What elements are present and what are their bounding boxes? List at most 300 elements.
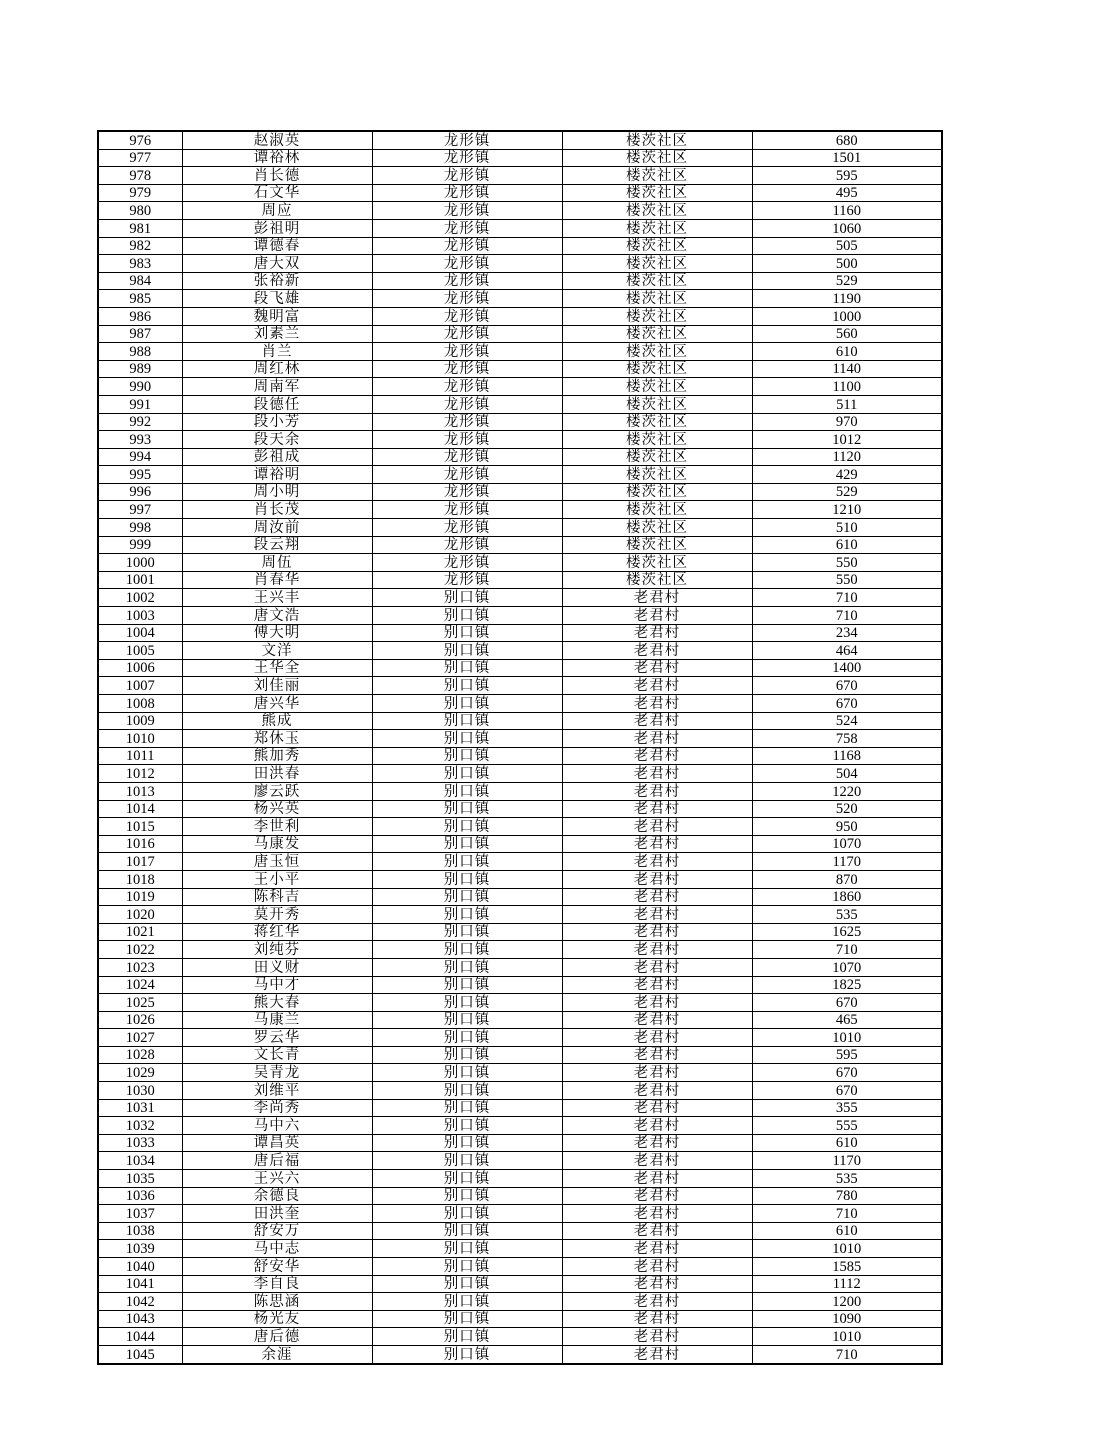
table-row: [98, 431, 942, 449]
amount-cell: 610: [752, 1134, 942, 1152]
name-cell: 王华全: [182, 659, 372, 677]
amount-cell: 1220: [752, 782, 942, 800]
town-cell: 别口镇: [372, 888, 562, 906]
village-cell: 老君村: [562, 624, 752, 642]
town-cell: 龙形镇: [372, 255, 562, 273]
name-cell: 马康兰: [182, 1011, 372, 1029]
name-cell: 段飞雄: [182, 290, 372, 308]
town-cell: 别口镇: [372, 1029, 562, 1047]
amount-cell: 950: [752, 818, 942, 836]
name-cell: 马中志: [182, 1240, 372, 1258]
village-cell: 老君村: [562, 1082, 752, 1100]
table-row: [98, 800, 942, 818]
table-row: [98, 941, 942, 959]
amount-cell: 1585: [752, 1258, 942, 1276]
town-cell: 别口镇: [372, 1345, 562, 1363]
name-cell: 谭裕林: [182, 149, 372, 167]
town-cell: 别口镇: [372, 712, 562, 730]
town-cell: 别口镇: [372, 941, 562, 959]
table-row: [98, 149, 942, 167]
town-cell: 别口镇: [372, 1134, 562, 1152]
table-row: [98, 395, 942, 413]
row-number-cell: 1040: [98, 1258, 182, 1276]
row-number-cell: 1004: [98, 624, 182, 642]
town-cell: 龙形镇: [372, 202, 562, 220]
name-cell: 莫开秀: [182, 906, 372, 924]
town-cell: 龙形镇: [372, 413, 562, 431]
name-cell: 周南军: [182, 378, 372, 396]
amount-cell: 1070: [752, 835, 942, 853]
village-cell: 老君村: [562, 1134, 752, 1152]
amount-cell: 1070: [752, 958, 942, 976]
table-row: [98, 1293, 942, 1311]
name-cell: 田洪奎: [182, 1205, 372, 1223]
village-cell: 老君村: [562, 1011, 752, 1029]
row-number-cell: 984: [98, 272, 182, 290]
table-row: [98, 818, 942, 836]
table-row: [98, 730, 942, 748]
row-number-cell: 1012: [98, 765, 182, 783]
amount-cell: 1010: [752, 1328, 942, 1346]
name-cell: 廖云跃: [182, 782, 372, 800]
table-row: [98, 765, 942, 783]
row-number-cell: 988: [98, 343, 182, 361]
name-cell: 文长青: [182, 1046, 372, 1064]
row-number-cell: 1034: [98, 1152, 182, 1170]
table-row: [98, 237, 942, 255]
row-number-cell: 1035: [98, 1170, 182, 1188]
town-cell: 龙形镇: [372, 131, 562, 149]
village-cell: 楼茨社区: [562, 431, 752, 449]
town-cell: 别口镇: [372, 1293, 562, 1311]
town-cell: 别口镇: [372, 589, 562, 607]
village-cell: 老君村: [562, 1205, 752, 1223]
row-number-cell: 987: [98, 325, 182, 343]
amount-cell: 1400: [752, 659, 942, 677]
row-number-cell: 1003: [98, 607, 182, 625]
town-cell: 别口镇: [372, 800, 562, 818]
table-row: [98, 378, 942, 396]
row-number-cell: 1019: [98, 888, 182, 906]
row-number-cell: 1027: [98, 1029, 182, 1047]
village-cell: 楼茨社区: [562, 219, 752, 237]
town-cell: 别口镇: [372, 1205, 562, 1223]
town-cell: 龙形镇: [372, 237, 562, 255]
village-cell: 老君村: [562, 1310, 752, 1328]
amount-cell: 970: [752, 413, 942, 431]
table-row: [98, 659, 942, 677]
name-cell: 肖长茂: [182, 501, 372, 519]
amount-cell: 670: [752, 695, 942, 713]
name-cell: 王兴丰: [182, 589, 372, 607]
name-cell: 石文华: [182, 184, 372, 202]
town-cell: 别口镇: [372, 1258, 562, 1276]
name-cell: 余德良: [182, 1187, 372, 1205]
village-cell: 老君村: [562, 659, 752, 677]
village-cell: 老君村: [562, 1328, 752, 1346]
row-number-cell: 980: [98, 202, 182, 220]
amount-cell: 710: [752, 1345, 942, 1363]
town-cell: 别口镇: [372, 1082, 562, 1100]
village-cell: 楼茨社区: [562, 536, 752, 554]
name-cell: 张裕新: [182, 272, 372, 290]
row-number-cell: 1044: [98, 1328, 182, 1346]
name-cell: 马中才: [182, 976, 372, 994]
village-cell: 老君村: [562, 1152, 752, 1170]
village-cell: 老君村: [562, 1258, 752, 1276]
name-cell: 唐兴华: [182, 695, 372, 713]
town-cell: 别口镇: [372, 976, 562, 994]
village-cell: 老君村: [562, 1170, 752, 1188]
table-row: [98, 1328, 942, 1346]
row-number-cell: 1038: [98, 1222, 182, 1240]
town-cell: 龙形镇: [372, 571, 562, 589]
name-cell: 王小平: [182, 870, 372, 888]
row-number-cell: 1001: [98, 571, 182, 589]
amount-cell: 1825: [752, 976, 942, 994]
village-cell: 老君村: [562, 1293, 752, 1311]
amount-cell: 1200: [752, 1293, 942, 1311]
table-row: [98, 1187, 942, 1205]
row-number-cell: 1000: [98, 554, 182, 572]
table-row: [98, 1205, 942, 1223]
amount-cell: 1090: [752, 1310, 942, 1328]
table-row: [98, 976, 942, 994]
town-cell: 别口镇: [372, 642, 562, 660]
village-cell: 老君村: [562, 906, 752, 924]
name-cell: 马康发: [182, 835, 372, 853]
row-number-cell: 1036: [98, 1187, 182, 1205]
village-cell: 楼茨社区: [562, 483, 752, 501]
row-number-cell: 989: [98, 360, 182, 378]
village-cell: 老君村: [562, 818, 752, 836]
town-cell: 别口镇: [372, 1310, 562, 1328]
village-cell: 楼茨社区: [562, 378, 752, 396]
amount-cell: 1112: [752, 1275, 942, 1293]
name-cell: 刘佳丽: [182, 677, 372, 695]
row-number-cell: 998: [98, 519, 182, 537]
village-cell: 老君村: [562, 1345, 752, 1363]
village-cell: 楼茨社区: [562, 325, 752, 343]
amount-cell: 610: [752, 343, 942, 361]
village-cell: 老君村: [562, 695, 752, 713]
amount-cell: 524: [752, 712, 942, 730]
row-number-cell: 1014: [98, 800, 182, 818]
village-cell: 老君村: [562, 1029, 752, 1047]
row-number-cell: 1030: [98, 1082, 182, 1100]
town-cell: 别口镇: [372, 853, 562, 871]
amount-cell: 555: [752, 1117, 942, 1135]
name-cell: 蒋红华: [182, 923, 372, 941]
town-cell: 别口镇: [372, 1240, 562, 1258]
town-cell: 龙形镇: [372, 519, 562, 537]
village-cell: 老君村: [562, 835, 752, 853]
village-cell: 楼茨社区: [562, 290, 752, 308]
name-cell: 田洪春: [182, 765, 372, 783]
table-row: [98, 536, 942, 554]
row-number-cell: 976: [98, 131, 182, 149]
amount-cell: 1012: [752, 431, 942, 449]
row-number-cell: 1024: [98, 976, 182, 994]
row-number-cell: 1008: [98, 695, 182, 713]
town-cell: 龙形镇: [372, 343, 562, 361]
name-cell: 段德任: [182, 395, 372, 413]
name-cell: 傅大明: [182, 624, 372, 642]
name-cell: 段云翔: [182, 536, 372, 554]
village-cell: 楼茨社区: [562, 131, 752, 149]
row-number-cell: 1031: [98, 1099, 182, 1117]
table-row: [98, 747, 942, 765]
name-cell: 熊成: [182, 712, 372, 730]
village-cell: 老君村: [562, 1222, 752, 1240]
name-cell: 周红林: [182, 360, 372, 378]
name-cell: 魏明富: [182, 307, 372, 325]
name-cell: 熊加秀: [182, 747, 372, 765]
table-row: [98, 906, 942, 924]
amount-cell: 670: [752, 677, 942, 695]
name-cell: 谭裕明: [182, 466, 372, 484]
amount-cell: 680: [752, 131, 942, 149]
row-number-cell: 1016: [98, 835, 182, 853]
table-row: [98, 1134, 942, 1152]
table-row: [98, 554, 942, 572]
table-row: [98, 1275, 942, 1293]
name-cell: 彭祖明: [182, 219, 372, 237]
town-cell: 龙形镇: [372, 184, 562, 202]
village-cell: 老君村: [562, 800, 752, 818]
row-number-cell: 1028: [98, 1046, 182, 1064]
table-row: [98, 466, 942, 484]
table-row: [98, 219, 942, 237]
name-cell: 段天余: [182, 431, 372, 449]
table-row: [98, 695, 942, 713]
name-cell: 唐后福: [182, 1152, 372, 1170]
town-cell: 龙形镇: [372, 554, 562, 572]
village-cell: 楼茨社区: [562, 395, 752, 413]
name-cell: 文洋: [182, 642, 372, 660]
village-cell: 老君村: [562, 1117, 752, 1135]
village-cell: 老君村: [562, 870, 752, 888]
village-cell: 老君村: [562, 1064, 752, 1082]
table-row: [98, 483, 942, 501]
town-cell: 别口镇: [372, 747, 562, 765]
name-cell: 李尚秀: [182, 1099, 372, 1117]
village-cell: 老君村: [562, 677, 752, 695]
row-number-cell: 1045: [98, 1345, 182, 1363]
row-number-cell: 977: [98, 149, 182, 167]
row-number-cell: 1006: [98, 659, 182, 677]
row-number-cell: 1042: [98, 1293, 182, 1311]
amount-cell: 870: [752, 870, 942, 888]
town-cell: 别口镇: [372, 835, 562, 853]
amount-cell: 429: [752, 466, 942, 484]
table-row: [98, 1258, 942, 1276]
row-number-cell: 1017: [98, 853, 182, 871]
roster-table-body: [98, 131, 942, 1364]
amount-cell: 1160: [752, 202, 942, 220]
amount-cell: 465: [752, 1011, 942, 1029]
table-row: [98, 1240, 942, 1258]
amount-cell: 464: [752, 642, 942, 660]
village-cell: 老君村: [562, 1275, 752, 1293]
table-row: [98, 853, 942, 871]
row-number-cell: 983: [98, 255, 182, 273]
village-cell: 老君村: [562, 730, 752, 748]
name-cell: 郑休玉: [182, 730, 372, 748]
village-cell: 楼茨社区: [562, 237, 752, 255]
name-cell: 周小明: [182, 483, 372, 501]
name-cell: 吴青龙: [182, 1064, 372, 1082]
village-cell: 楼茨社区: [562, 519, 752, 537]
name-cell: 杨光友: [182, 1310, 372, 1328]
town-cell: 龙形镇: [372, 483, 562, 501]
row-number-cell: 1032: [98, 1117, 182, 1135]
table-row: [98, 290, 942, 308]
village-cell: 楼茨社区: [562, 413, 752, 431]
town-cell: 别口镇: [372, 906, 562, 924]
name-cell: 谭昌英: [182, 1134, 372, 1152]
amount-cell: 529: [752, 483, 942, 501]
town-cell: 龙形镇: [372, 272, 562, 290]
table-row: [98, 677, 942, 695]
amount-cell: 1190: [752, 290, 942, 308]
amount-cell: 1060: [752, 219, 942, 237]
table-row: [98, 1152, 942, 1170]
town-cell: 别口镇: [372, 1011, 562, 1029]
village-cell: 楼茨社区: [562, 466, 752, 484]
table-row: [98, 888, 942, 906]
table-row: [98, 1310, 942, 1328]
table-row: [98, 923, 942, 941]
table-row: [98, 1222, 942, 1240]
row-number-cell: 1033: [98, 1134, 182, 1152]
town-cell: 别口镇: [372, 695, 562, 713]
table-row: [98, 272, 942, 290]
table-row: [98, 835, 942, 853]
town-cell: 龙形镇: [372, 219, 562, 237]
amount-cell: 1140: [752, 360, 942, 378]
amount-cell: 1625: [752, 923, 942, 941]
amount-cell: 1210: [752, 501, 942, 519]
amount-cell: 560: [752, 325, 942, 343]
row-number-cell: 1013: [98, 782, 182, 800]
village-cell: 老君村: [562, 1099, 752, 1117]
town-cell: 别口镇: [372, 994, 562, 1012]
amount-cell: 510: [752, 519, 942, 537]
row-number-cell: 1007: [98, 677, 182, 695]
amount-cell: 1000: [752, 307, 942, 325]
town-cell: 龙形镇: [372, 325, 562, 343]
row-number-cell: 985: [98, 290, 182, 308]
town-cell: 别口镇: [372, 1099, 562, 1117]
table-row: [98, 1064, 942, 1082]
amount-cell: 520: [752, 800, 942, 818]
village-cell: 楼茨社区: [562, 343, 752, 361]
name-cell: 唐文浩: [182, 607, 372, 625]
row-number-cell: 986: [98, 307, 182, 325]
town-cell: 龙形镇: [372, 395, 562, 413]
row-number-cell: 1018: [98, 870, 182, 888]
name-cell: 王兴六: [182, 1170, 372, 1188]
town-cell: 别口镇: [372, 1152, 562, 1170]
name-cell: 陈科吉: [182, 888, 372, 906]
town-cell: 别口镇: [372, 1222, 562, 1240]
village-cell: 老君村: [562, 747, 752, 765]
amount-cell: 511: [752, 395, 942, 413]
village-cell: 楼茨社区: [562, 307, 752, 325]
roster-table: [97, 130, 943, 1365]
table-row: [98, 501, 942, 519]
row-number-cell: 1026: [98, 1011, 182, 1029]
village-cell: 老君村: [562, 782, 752, 800]
amount-cell: 529: [752, 272, 942, 290]
town-cell: 别口镇: [372, 677, 562, 695]
village-cell: 楼茨社区: [562, 184, 752, 202]
amount-cell: 1100: [752, 378, 942, 396]
table-row: [98, 1046, 942, 1064]
row-number-cell: 1043: [98, 1310, 182, 1328]
town-cell: 龙形镇: [372, 536, 562, 554]
table-row: [98, 413, 942, 431]
amount-cell: 710: [752, 941, 942, 959]
town-cell: 别口镇: [372, 870, 562, 888]
row-number-cell: 1009: [98, 712, 182, 730]
name-cell: 唐后德: [182, 1328, 372, 1346]
amount-cell: 550: [752, 571, 942, 589]
town-cell: 别口镇: [372, 818, 562, 836]
amount-cell: 670: [752, 1064, 942, 1082]
amount-cell: 1501: [752, 149, 942, 167]
town-cell: 别口镇: [372, 624, 562, 642]
name-cell: 舒安万: [182, 1222, 372, 1240]
amount-cell: 505: [752, 237, 942, 255]
row-number-cell: 1041: [98, 1275, 182, 1293]
town-cell: 龙形镇: [372, 149, 562, 167]
town-cell: 别口镇: [372, 782, 562, 800]
name-cell: 李世利: [182, 818, 372, 836]
village-cell: 老君村: [562, 941, 752, 959]
name-cell: 杨兴英: [182, 800, 372, 818]
village-cell: 老君村: [562, 712, 752, 730]
table-row: [98, 325, 942, 343]
village-cell: 楼茨社区: [562, 554, 752, 572]
row-number-cell: 993: [98, 431, 182, 449]
table-row: [98, 712, 942, 730]
amount-cell: 670: [752, 994, 942, 1012]
row-number-cell: 982: [98, 237, 182, 255]
table-row: [98, 131, 942, 149]
town-cell: 龙形镇: [372, 290, 562, 308]
row-number-cell: 1022: [98, 941, 182, 959]
amount-cell: 1170: [752, 853, 942, 871]
row-number-cell: 991: [98, 395, 182, 413]
town-cell: 龙形镇: [372, 378, 562, 396]
row-number-cell: 999: [98, 536, 182, 554]
row-number-cell: 1002: [98, 589, 182, 607]
amount-cell: 535: [752, 906, 942, 924]
name-cell: 余涯: [182, 1345, 372, 1363]
table-row: [98, 184, 942, 202]
town-cell: 别口镇: [372, 1275, 562, 1293]
row-number-cell: 995: [98, 466, 182, 484]
town-cell: 龙形镇: [372, 167, 562, 185]
village-cell: 楼茨社区: [562, 448, 752, 466]
table-row: [98, 1170, 942, 1188]
name-cell: 唐大双: [182, 255, 372, 273]
village-cell: 老君村: [562, 607, 752, 625]
table-row: [98, 167, 942, 185]
amount-cell: 1168: [752, 747, 942, 765]
